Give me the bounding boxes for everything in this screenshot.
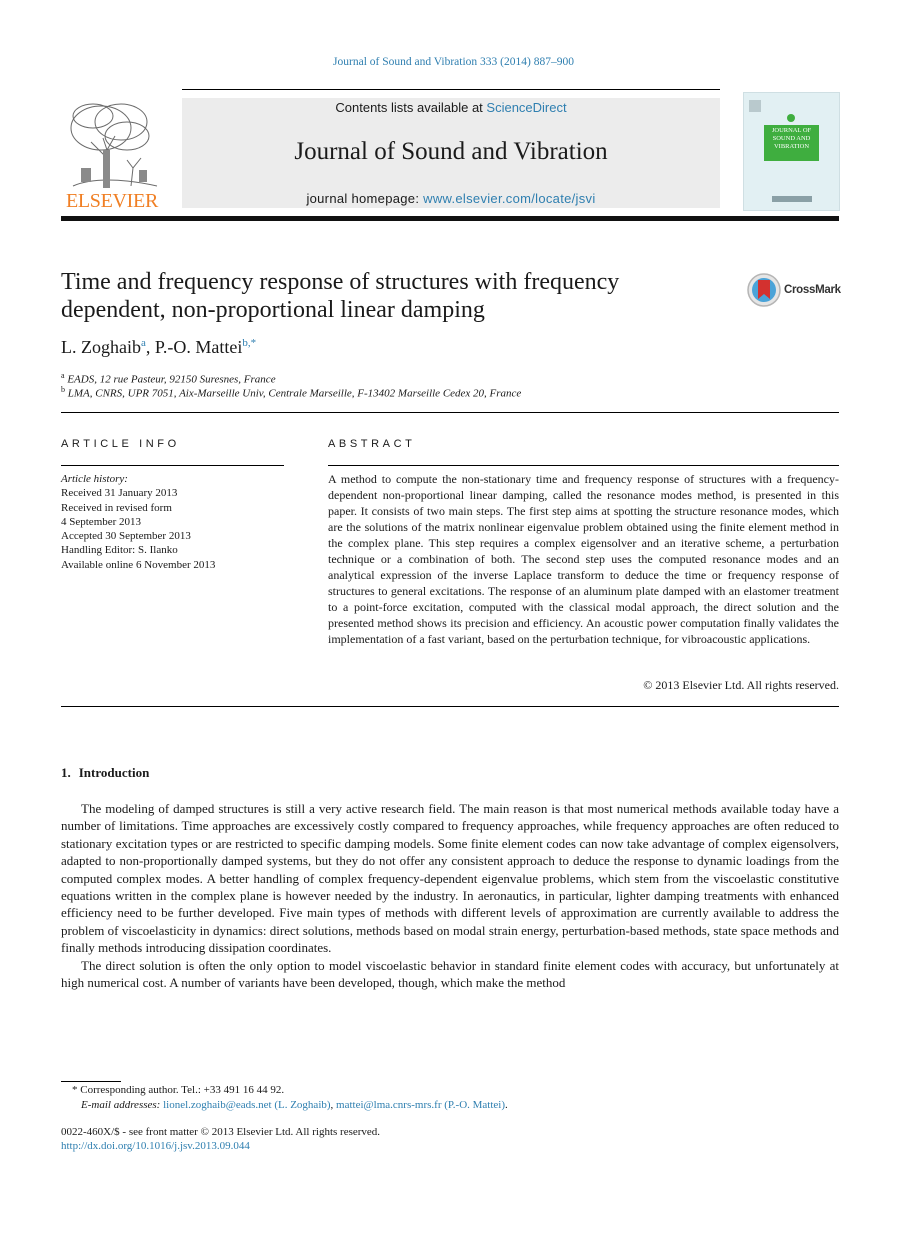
- homepage-line: [182, 191, 720, 206]
- section-rule: [61, 706, 839, 707]
- section-title: Introduction: [78, 765, 150, 780]
- contents-prefix: Contents lists available at: [335, 100, 487, 115]
- cover-badge-icon: [786, 113, 796, 123]
- affiliation-text: EADS, 12 rue Pasteur, 92150 Suresnes, France: [67, 373, 276, 386]
- email-link[interactable]: mattei@lma.cnrs-mrs.fr (P.-O. Mattei): [336, 1099, 506, 1111]
- footnote-rule: [61, 1081, 121, 1082]
- email-separator: ,: [330, 1099, 337, 1111]
- cover-mark-icon: [748, 99, 762, 113]
- history-item: Received 31 January 2013: [61, 487, 178, 500]
- abstract-heading: ABSTRACT: [328, 438, 416, 450]
- article-info-heading: ARTICLE INFO: [61, 438, 180, 450]
- affiliation-label: b: [61, 385, 65, 394]
- doi-link[interactable]: http://dx.doi.org/10.1016/j.jsv.2013.09.044: [61, 1140, 250, 1152]
- history-item: Handling Editor: S. Ilanko: [61, 544, 178, 557]
- journal-title: Journal of Sound and Vibration: [294, 138, 608, 165]
- crossmark-label[interactable]: CrossMark: [784, 284, 841, 296]
- affiliation-label: a: [61, 371, 65, 380]
- history-item: 4 September 2013: [61, 515, 142, 528]
- homepage-link[interactable]: www.elsevier.com/locate/jsvi: [423, 191, 596, 206]
- author-name: P.-O. Mattei: [154, 337, 243, 357]
- journal-cover-thumbnail[interactable]: [743, 92, 840, 211]
- section-rule: [61, 412, 839, 413]
- email-end: .: [505, 1099, 508, 1111]
- journal-reference[interactable]: Journal of Sound and Vibration 333 (2014) 887–900: [333, 56, 574, 68]
- paper-title: Time and frequency response of structures with frequency dependent, non-proportional linear damping: [61, 269, 620, 323]
- affiliation-mark[interactable]: a: [140, 337, 146, 349]
- history-item: Accepted 30 September 2013: [61, 530, 191, 543]
- contents-line: [182, 100, 720, 115]
- corresponding-author-footnote: [72, 1084, 284, 1096]
- footnote-text: Corresponding author. Tel.: +33 491 16 44 92.: [80, 1084, 285, 1096]
- introduction-body: [61, 800, 839, 991]
- affiliation-mark[interactable]: b,: [242, 337, 251, 349]
- paragraph: The modeling of damped structures is still a very active research field. The main reason is that most numerical methods available today have a number of limitations. Time approaches are excessively costly compared to frequency approaches, while frequency approaches are often reduced to stationary excitation types or are restricted to specific damping models. Some finite element codes can now take advantage of complex eigensolvers, adapted to non-proportionally damped systems, but they do not offer any consistent approach to deduce the response to dynamic loadings from the computed complex modes. A better handling of complex frequency-dependent eigenvalue problems, which stem from the viscoelastic constitutive equations written in the complex plane is however needed by the industry. In aeronautics, in particular, lighter damping treatments with enhanced efficiency need to be further developed. Five main types of methods with different levels of approximation are currently available to address the problem of viscoelasticity in dynamics: direct solutions, methods based on modal strain energy, perturbation-based methods, state space methods and finally methods introducing dissipation coordinates.: [61, 801, 839, 956]
- crossmark-icon: [746, 272, 782, 308]
- header-top-rule: [182, 89, 720, 90]
- affiliation-a: [61, 371, 276, 386]
- issn-line: 0022-460X/$ - see front matter © 2013 Elsevier Ltd. All rights reserved.: [61, 1126, 381, 1138]
- abstract-body: A method to compute the non-stationary time and frequency response of structures with a frequency-dependent non-proportional linear damping, called the resonance modes method, is presented in this paper. It consists of two main steps. The first step aims at spotting the structure resonance modes, which are the solutions of the matrix nonlinear eigenvalue problem obtained using the finite element method in the complex plane. This step requires a complex eigensolver and an iterative scheme, a perturbation technique or a combination of both. The second step uses the computed resonance modes and an analytical expression of the inverse Laplace transform to deduce the time or frequency response of structures to general excitations. The response of an aluminum plate damped with an elastomer treatment to a point-force excitation, computed with the classical modal approach, the direct solution and the presented method shows its precision and efficiency. An acoustic power computation finally validates the implementation of a fast variant, based on the perturbation technique, for vibroacoustic applications.: [328, 472, 839, 646]
- abstract-copyright: © 2013 Elsevier Ltd. All rights reserved.: [643, 678, 839, 692]
- section-number: 1.: [61, 765, 71, 780]
- article-history: [61, 472, 291, 572]
- abstract-rule: [328, 465, 839, 466]
- author-list: [61, 337, 256, 358]
- cover-publisher-icon: [772, 192, 812, 206]
- footnote-mark: *: [72, 1084, 78, 1096]
- header-bottom-rule: [61, 216, 839, 221]
- introduction-heading: [61, 765, 149, 781]
- publisher-name: ELSEVIER: [65, 190, 159, 212]
- elsevier-tree-icon: [61, 98, 163, 190]
- article-info-rule: [61, 465, 284, 466]
- history-title: Article history:: [61, 473, 128, 485]
- history-item: Available online 6 November 2013: [61, 558, 216, 571]
- author-name: L. Zoghaib: [61, 337, 141, 357]
- email-label: E-mail addresses:: [81, 1099, 161, 1111]
- history-item: Received in revised form: [61, 501, 172, 514]
- homepage-prefix: journal homepage:: [306, 191, 424, 206]
- cover-title: JOURNAL OF SOUND AND VIBRATION: [764, 125, 819, 161]
- corresponding-author-mark[interactable]: *: [250, 337, 257, 349]
- sciencedirect-link[interactable]: ScienceDirect: [486, 100, 567, 115]
- email-link[interactable]: lionel.zoghaib@eads.net (L. Zoghaib): [163, 1099, 331, 1111]
- author-separator: ,: [145, 337, 155, 357]
- affiliation-b: [61, 385, 521, 400]
- affiliation-text: LMA, CNRS, UPR 7051, Aix-Marseille Univ, Centrale Marseille, F-13402 Marseille Cedex 20, France: [67, 387, 522, 400]
- paragraph: The direct solution is often the only option to model viscoelastic behavior in standard finite element codes with accuracy, but unfortunately at high numerical cost. A number of variants have been developed, though, which make the method: [61, 957, 839, 991]
- email-footnote: [81, 1099, 508, 1111]
